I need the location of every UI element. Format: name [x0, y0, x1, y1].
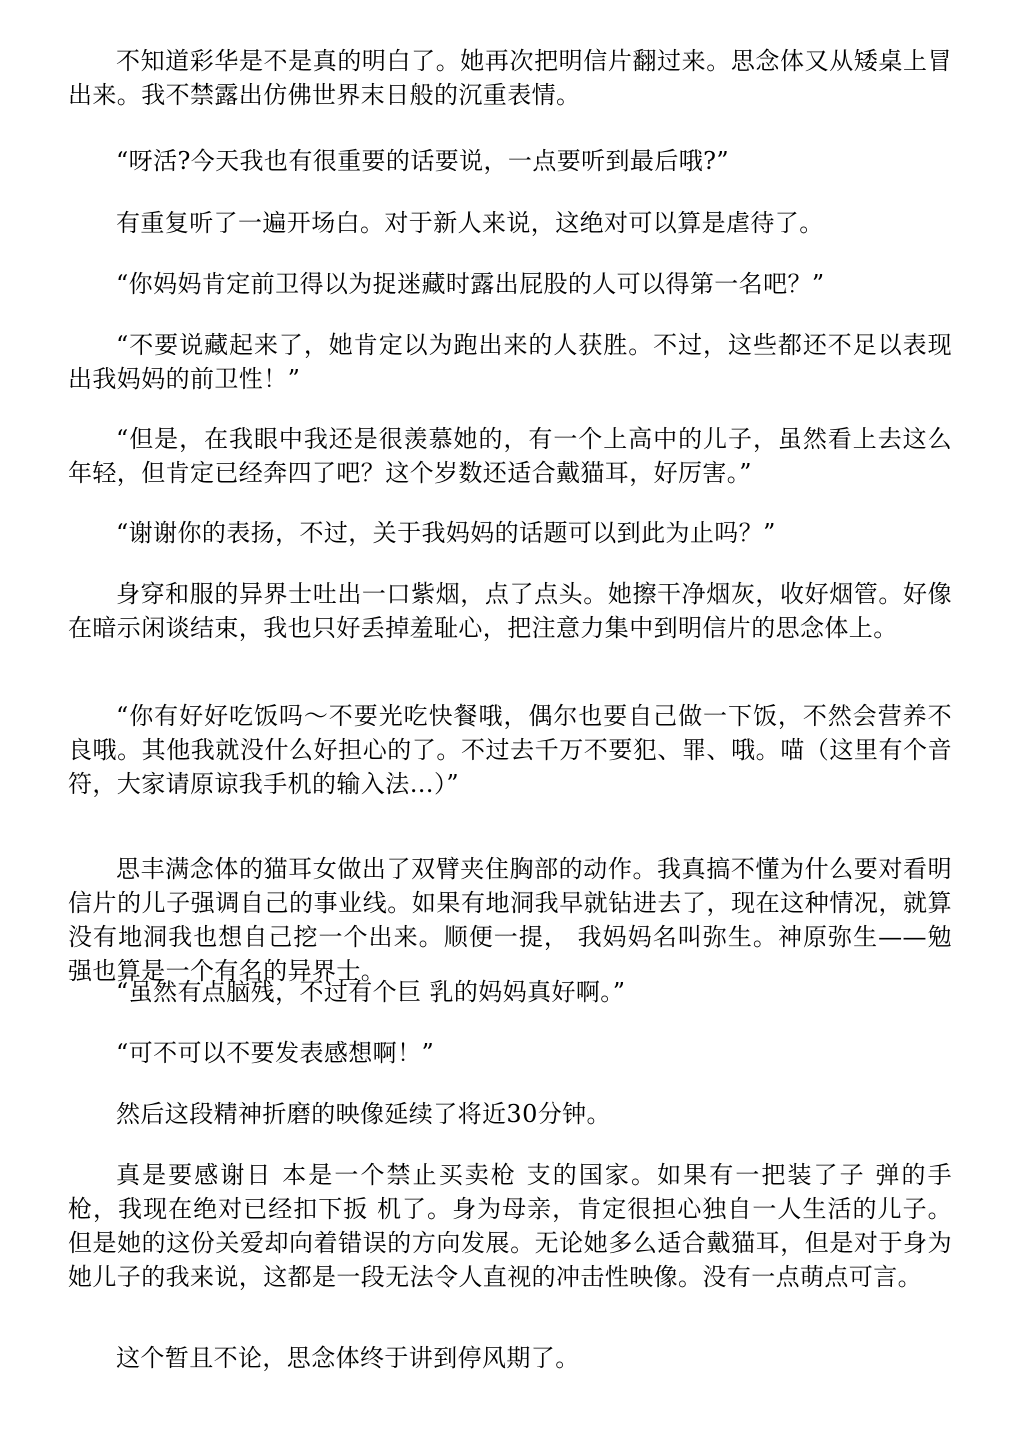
- paragraph-8: 身穿和服的异界士吐出一口紫烟，点了点头。她擦干净烟灰，收好烟管。好像在暗示闲谈结束，我也只好丢掉羞耻心，把注意力集中到明信片的思念体上。: [68, 580, 952, 642]
- paragraph-7: “谢谢你的表扬，不过，关于我妈妈的话题可以到此为止吗？”: [116, 519, 776, 547]
- paragraph-2: “呀活?今天我也有很重要的话要说，一点要听到最后哦?”: [116, 147, 730, 175]
- paragraph-10: 思丰满念体的猫耳女做出了双臂夹住胸部的动作。我真搞不懂为什么要对看明信片的儿子强调自己的事业线。如果有地洞我早就钻进去了，现在这种情况，就算没有地洞我也想自己挖一个出来。顺便一提， 我妈妈名叫弥生。神原弥生——勉强也算是一个有名的异界士。: [68, 855, 952, 985]
- paragraph-3: 有重复听了一遍开场白。对于新人来说，这绝对可以算是虐待了。: [116, 209, 824, 237]
- paragraph-9: “你有好好吃饭吗～不要光吃快餐哦，偶尔也要自己做一下饭，不然会营养不良哦。其他我就没什么好担心的了。不过去千万不要犯、罪、哦。喵（这里有个音符，大家请原谅我手机的输入法…）”: [68, 702, 952, 798]
- paragraph-11: “虽然有点脑残，不过有个巨 乳的妈妈真好啊。”: [116, 978, 626, 1006]
- paragraph-5: “不要说藏起来了，她肯定以为跑出来的人获胜。不过，这些都还不足以表现出我妈妈的前卫性！”: [68, 331, 952, 393]
- paragraph-4: “你妈妈肯定前卫得以为捉迷藏时露出屁股的人可以得第一名吧？”: [116, 270, 825, 298]
- paragraph-6: “但是，在我眼中我还是很羡慕她的，有一个上高中的儿子，虽然看上去这么年轻，但肯定已经奔四了吧？这个岁数还适合戴猫耳，好厉害。”: [68, 425, 952, 487]
- paragraph-1: 不知道彩华是不是真的明白了。她再次把明信片翻过来。思念体又从矮桌上冒出来。我不禁露出仿佛世界末日般的沉重表情。: [68, 47, 952, 109]
- paragraph-13: 然后这段精神折磨的映像延续了将近30分钟。: [116, 1100, 611, 1128]
- paragraph-15: 这个暂且不论，思念体终于讲到停风期了。: [116, 1344, 580, 1372]
- document-page: [68, 0, 952, 1437]
- paragraph-12: “可不可以不要发表感想啊！”: [116, 1039, 435, 1067]
- paragraph-14: 真是要感谢日 本是一个禁止买卖枪 支的国家。如果有一把装了子 弹的手 枪，我现在绝对已经扣下扳 机了。身为母亲，肯定很担心独自一人生活的儿子。但是她的这份关爱却向着错误的方向发展。无论她多么适合戴猫耳，但是对于身为她儿子的我来说，这都是一段无法令人直视的冲击性映像。没有一点萌点可言。: [68, 1161, 952, 1291]
